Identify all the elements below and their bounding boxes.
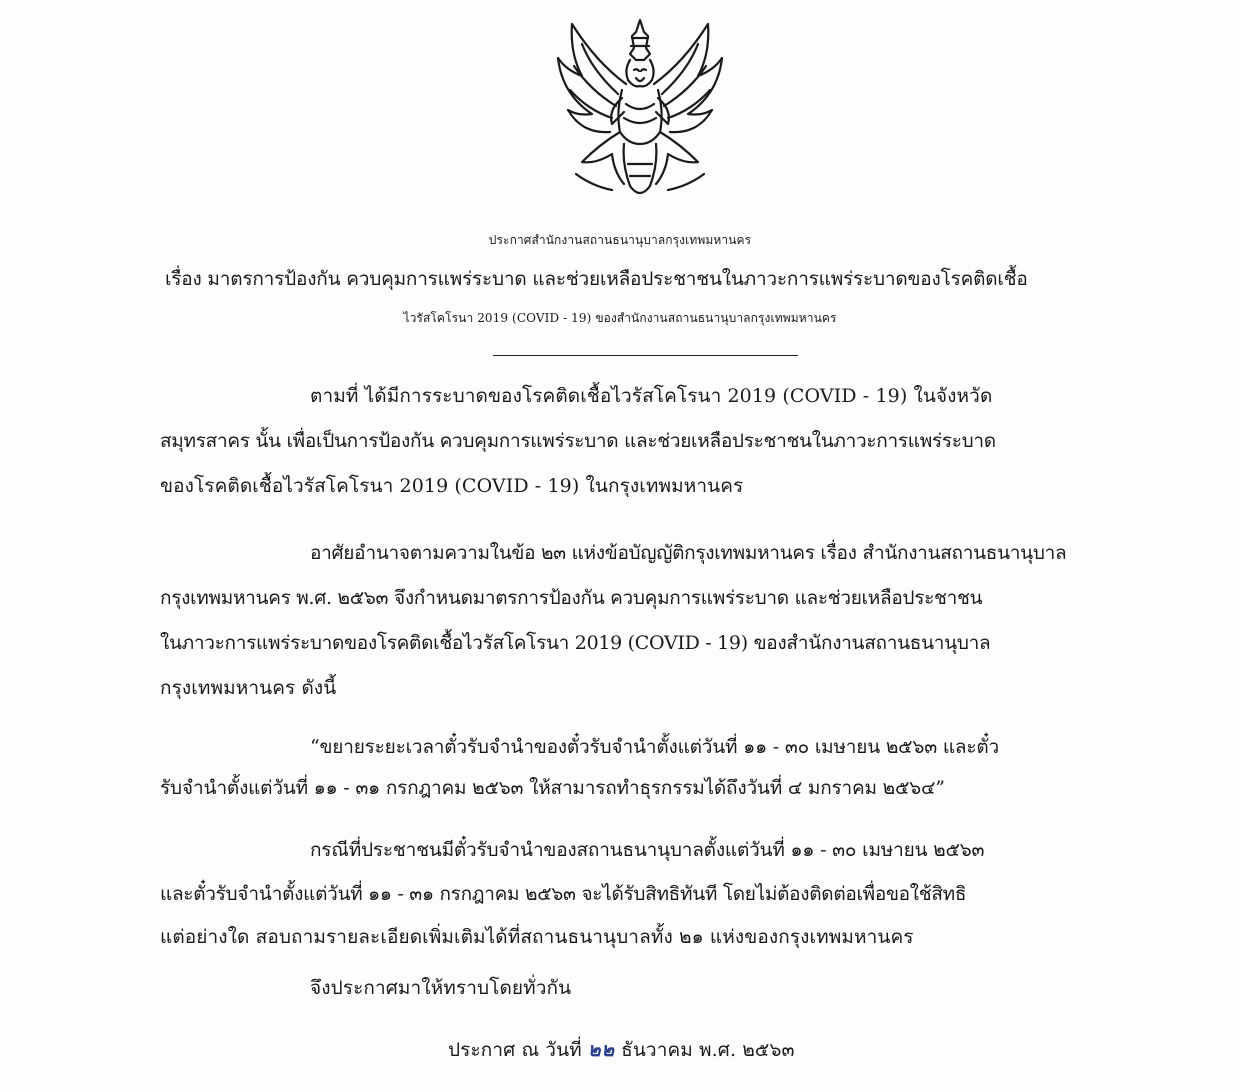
announcement-date [448, 1036, 795, 1064]
header-divider [493, 355, 798, 356]
paragraph-3-line-2: และตั๋วรับจำนำตั้งแต่วันที่ ๑๑ - ๓๑ กรกฎาคม ๒๕๖๓ จะได้รับสิทธิทันที โดยไม่ต้องติดต่อเพื่อขอใช้สิทธิ [160, 883, 967, 905]
paragraph-1-line-3: ของโรคติดเชื้อไวรัสโคโรนา 2019 (COVID - 19) ในกรุงเทพมหานคร [160, 475, 744, 497]
quote-line-1: “ขยายระยะเวลาตั๋วรับจำนำของตั๋วรับจำนำตั้งแต่วันที่ ๑๑ - ๓๐ เมษายน ๒๕๖๓ และตั๋ว [310, 736, 999, 758]
announcement-title: ประกาศสำนักงานสถานธนานุบาลกรุงเทพมหานคร [488, 233, 752, 247]
paragraph-1-line-2: สมุทรสาคร นั้น เพื่อเป็นการป้องกัน ควบคุมการแพร่ระบาด และช่วยเหลือประชาชนในภาวะการแพร่ระบาด [160, 430, 996, 452]
date-day-handwritten: ๒๒ [587, 1039, 615, 1061]
subject-line-2: ไวรัสโคโรนา 2019 (COVID - 19) ของสำนักงานสถานธนานุบาลกรุงเทพมหานคร [403, 311, 837, 325]
paragraph-2-line-4: กรุงเทพมหานคร ดังนี้ [160, 677, 337, 699]
subject-line-1: เรื่อง มาตรการป้องกัน ควบคุมการแพร่ระบาด และช่วยเหลือประชาชนในภาวะการแพร่ระบาดของโรคติดเชื้อ [165, 268, 1028, 290]
paragraph-3-line-3: แต่อย่างใด สอบถามรายละเอียดเพิ่มเติมได้ที่สถานธนานุบาลทั้ง ๒๑ แห่งของกรุงเทพมหานคร [160, 926, 914, 948]
quote-line-2: รับจำนำตั้งแต่วันที่ ๑๑ - ๓๑ กรกฎาคม ๒๕๖๓ ให้สามารถทำธุรกรรมได้ถึงวันที่ ๔ มกราคม ๒๕๖๔” [160, 777, 945, 799]
paragraph-2-line-3: ในภาวะการแพร่ระบาดของโรคติดเชื้อไวรัสโคโรนา 2019 (COVID - 19) ของสำนักงานสถานธนานุบาล [160, 632, 991, 654]
paragraph-2-line-1: อาศัยอำนาจตามความในข้อ ๒๓ แห่งข้อบัญญัติกรุงเทพมหานคร เรื่อง สำนักงานสถานธนานุบาล [310, 542, 1067, 564]
date-suffix: ธันวาคม พ.ศ. ๒๕๖๓ [621, 1039, 795, 1061]
date-prefix: ประกาศ ณ วันที่ [448, 1039, 582, 1061]
paragraph-3-line-1: กรณีที่ประชาชนมีตั๋วรับจำนำของสถานธนานุบาลตั้งแต่วันที่ ๑๑ - ๓๐ เมษายน ๒๕๖๓ [310, 839, 985, 861]
paragraph-2-line-2: กรุงเทพมหานคร พ.ศ. ๒๕๖๓ จึงกำหนดมาตรการป้องกัน ควบคุมการแพร่ระบาด และช่วยเหลือประชาชน [160, 587, 983, 609]
garuda-emblem-icon [552, 14, 728, 204]
paragraph-1-line-1: ตามที่ ได้มีการระบาดของโรคติดเชื้อไวรัสโคโรนา 2019 (COVID - 19) ในจังหวัด [310, 385, 993, 407]
closing-statement: จึงประกาศมาให้ทราบโดยทั่วกัน [310, 977, 572, 999]
